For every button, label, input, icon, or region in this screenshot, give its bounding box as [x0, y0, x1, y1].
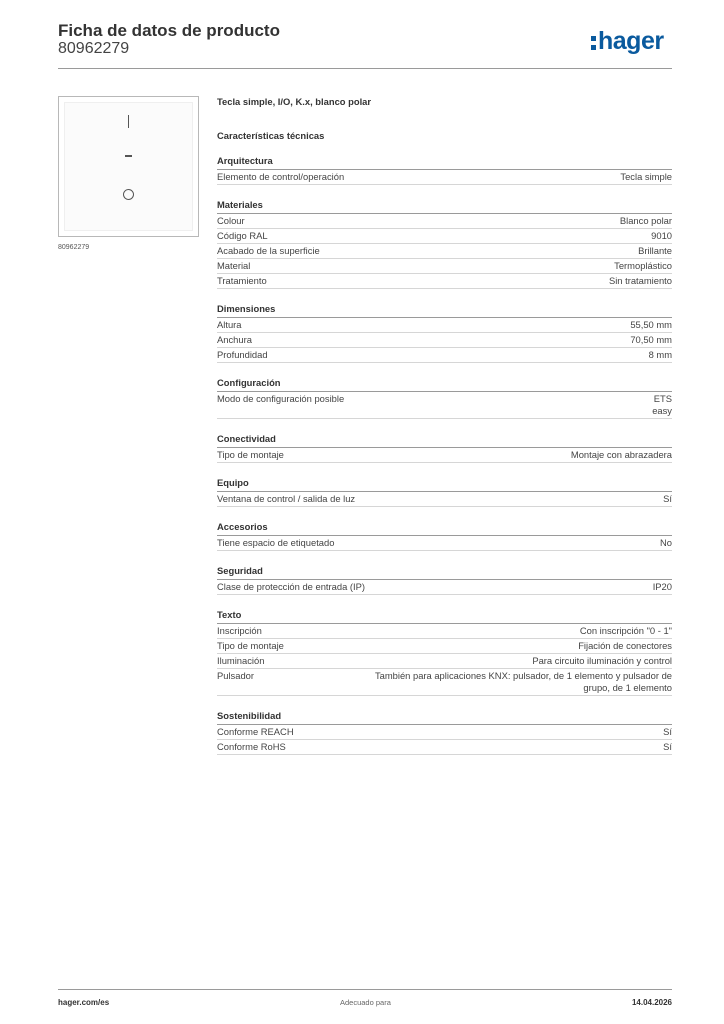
spec-label: Pulsador: [217, 670, 255, 681]
spec-label: Elemento de control/operación: [217, 171, 345, 182]
spec-row: [217, 580, 672, 595]
logo-dots-icon: [590, 33, 597, 51]
spec-section: [217, 609, 672, 696]
spec-row: [217, 740, 672, 755]
spec-row: [217, 214, 672, 229]
spec-section: [217, 477, 672, 507]
spec-value: 8 mm: [648, 349, 672, 360]
document-title: Ficha de datos de producto: [58, 21, 280, 40]
spec-value: Para circuito iluminación y control: [532, 655, 672, 666]
spec-row: [217, 492, 672, 507]
spec-row: [217, 244, 672, 259]
section-title: Materiales: [217, 199, 672, 214]
section-title: Texto: [217, 609, 672, 624]
spec-value: 70,50 mm: [630, 334, 672, 345]
spec-label: Anchura: [217, 334, 252, 345]
spec-section: [217, 710, 672, 755]
spec-row: [217, 274, 672, 289]
spec-section: [217, 565, 672, 595]
footer-website: hager.com/es: [58, 998, 110, 1007]
spec-label: Ventana de control / salida de luz: [217, 493, 356, 504]
spec-row: [217, 259, 672, 274]
spec-sections: [217, 155, 672, 755]
spec-section: [217, 377, 672, 419]
spec-row: [217, 624, 672, 639]
spec-value: También para aplicaciones KNX: pulsador, de 1 elemento y pulsador de grupo, de 1 elemento: [374, 670, 672, 693]
spec-section: [217, 433, 672, 463]
spec-value: Con inscripción "0 - 1": [579, 625, 672, 636]
spec-value: IP20: [652, 581, 672, 592]
logo-text: hager: [598, 27, 664, 55]
footer-suitable-for: Adecuado para: [340, 998, 391, 1007]
spec-section: [217, 303, 672, 363]
on-symbol-icon: [128, 115, 129, 128]
section-title: Equipo: [217, 477, 672, 492]
spec-row: [217, 348, 672, 363]
spec-label: Profundidad: [217, 349, 268, 360]
section-title: Configuración: [217, 377, 672, 392]
product-title: Tecla simple, I/O, K.x, blanco polar: [217, 96, 372, 107]
spec-row: [217, 448, 672, 463]
section-title: Arquitectura: [217, 155, 672, 170]
spec-row: [217, 392, 672, 419]
spec-value: Brillante: [638, 245, 672, 256]
spec-row: [217, 170, 672, 185]
characteristics-heading: Características técnicas: [217, 130, 325, 141]
spec-section: [217, 199, 672, 289]
off-symbol-icon: [123, 189, 134, 200]
spec-label: Clase de protección de entrada (IP): [217, 581, 365, 592]
spec-section: [217, 155, 672, 185]
spec-value: Termoplástico: [614, 260, 672, 271]
spec-row: [217, 669, 672, 696]
spec-value: Sí: [663, 493, 672, 504]
spec-value: Montaje con abrazadera: [570, 449, 672, 460]
spec-label: Modo de configuración posible: [217, 393, 345, 404]
spec-label: Acabado de la superficie: [217, 245, 320, 256]
section-title: Seguridad: [217, 565, 672, 580]
spec-label: Inscripción: [217, 625, 262, 636]
spec-label: Colour: [217, 215, 245, 226]
spec-row: [217, 536, 672, 551]
spec-label: Tipo de montaje: [217, 640, 284, 651]
spec-label: Tipo de montaje: [217, 449, 284, 460]
header-divider: [58, 68, 672, 69]
spec-value: 9010: [651, 230, 672, 241]
spec-value: Fijación de conectores: [578, 640, 672, 651]
spec-value: 55,50 mm: [630, 319, 672, 330]
spec-value: Sí: [663, 741, 672, 752]
spec-value: Sin tratamiento: [608, 275, 672, 286]
spec-label: Conforme REACH: [217, 726, 294, 737]
section-title: Sostenibilidad: [217, 710, 672, 725]
led-window-icon: [125, 155, 132, 157]
spec-label: Iluminación: [217, 655, 265, 666]
product-number: 80962279: [58, 40, 130, 57]
spec-row: [217, 725, 672, 740]
spec-content: [217, 96, 672, 755]
spec-label: Altura: [217, 319, 242, 330]
product-image: [58, 96, 199, 237]
spec-row: [217, 333, 672, 348]
section-title: Conectividad: [217, 433, 672, 448]
section-title: Accesorios: [217, 521, 672, 536]
hager-logo: [590, 27, 664, 56]
image-caption: 80962279: [58, 244, 90, 251]
spec-label: Material: [217, 260, 251, 271]
spec-value: Sí: [663, 726, 672, 737]
spec-label: Tratamiento: [217, 275, 267, 286]
spec-row: [217, 639, 672, 654]
spec-row: [217, 654, 672, 669]
spec-label: Conforme RoHS: [217, 741, 286, 752]
spec-label: Código RAL: [217, 230, 268, 241]
switch-plate: [64, 102, 193, 231]
spec-value: No: [660, 537, 672, 548]
spec-value: Blanco polar: [619, 215, 672, 226]
spec-value: ETS easy: [652, 393, 672, 416]
spec-row: [217, 318, 672, 333]
spec-value: Tecla simple: [620, 171, 672, 182]
footer-date: 14.04.2026: [631, 998, 672, 1007]
footer-divider: [58, 989, 672, 990]
section-title: Dimensiones: [217, 303, 672, 318]
spec-section: [217, 521, 672, 551]
spec-label: Tiene espacio de etiquetado: [217, 537, 335, 548]
spec-row: [217, 229, 672, 244]
